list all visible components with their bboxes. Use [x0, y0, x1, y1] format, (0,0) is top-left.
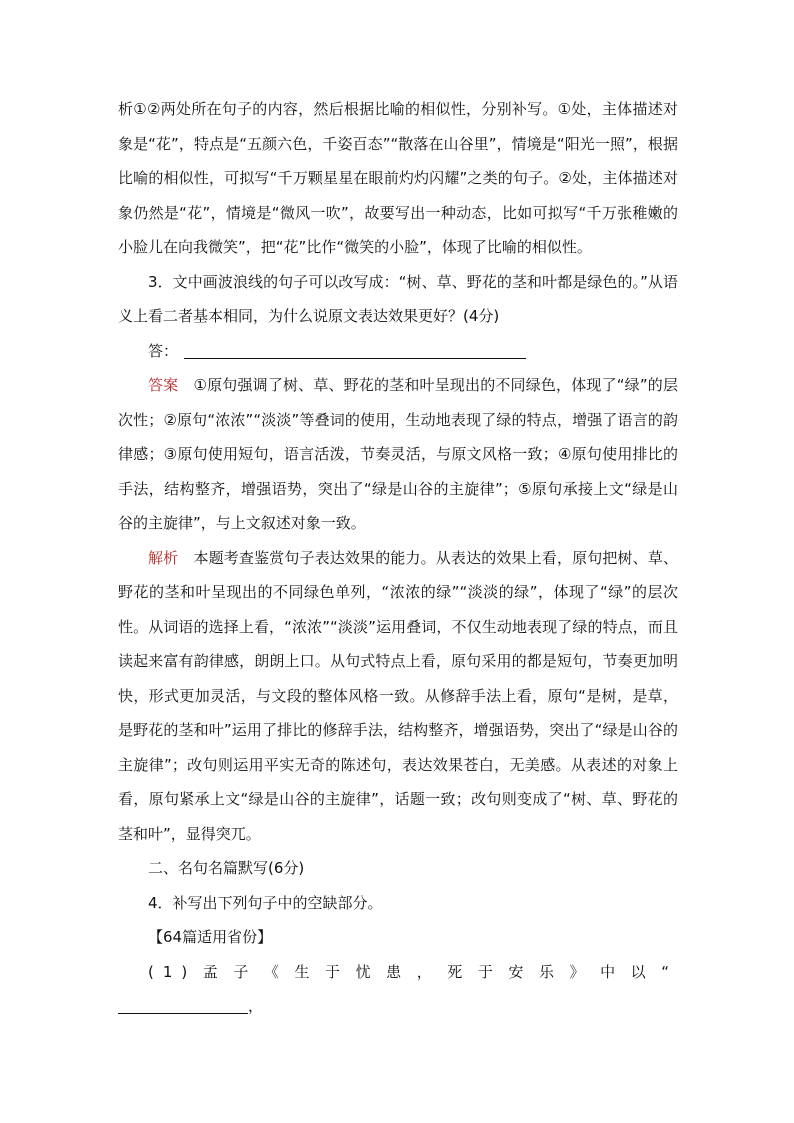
analysis-paragraph-continued: 析①②两处所在句子的内容，然后根据比喻的相似性，分别补写。①处，主体描述对象是“花”，特点是“五颜六色，千姿百态”“散落在山谷里”，情境是“阳光一照”，根据比喻的相似性，可拟写“千万颗星星在眼前灼灼闪耀”之类的句子。②处，主体描述对象仍然是“花”，情境是“微风一吹”，故要写出一种动态，比如可拟写“千万张稚嫩的小脸儿在向我微笑”，把“花”比作“微笑的小脸”，体现了比喻的相似性。 — [118, 100, 678, 256]
question-4-1 — [118, 955, 678, 1024]
analysis-paragraph — [118, 541, 678, 852]
question-3: 3．文中画波浪线的句子可以改写成：“树、草、野花的茎和叶都是绿色的。”从语义上看二者基本相同，为什么说原文表达效果更好？(4分) — [118, 272, 678, 325]
question-4-1-suffix: ， — [248, 997, 264, 1015]
question-4: 4．补写出下列句子中的空缺部分。 — [148, 893, 383, 912]
question-4-1-prefix: (1)孟子《生于忧患，死于安乐》中以“ — [148, 962, 678, 981]
fill-blank-1[interactable] — [118, 991, 248, 1014]
analysis-text: 本题考查鉴赏句子表达效果的能力。从表达的效果上看，原句把树、草、野花的茎和叶呈现出的不同绿色单列，“浓浓的绿”“淡淡的绿”，体现了“绿”的层次性。从词语的选择上看，“浓浓”“淡淡”运用叠词，不仅生动地表现了绿的特点，而且读起来富有韵律感，朗朗上口。从句式特点上看，原句采用的都是短句，节奏更加明快，形式更加灵活，与文段的整体风格一致。从修辞手法上看，原句“是树，是草，是野花的茎和叶”运用了排比的修辞手法，结构整齐，增强语势，突出了“绿是山谷的主旋律”；改句则运用平实无奇的陈述句，表达效果苍白，无美感。从表述的对象上看，原句紧承上文“绿是山谷的主旋律”，话题一致；改句则变成了“树、草、野花的茎和叶”，显得突兀。 — [118, 548, 678, 843]
section-2-heading: 二、名句名篇默写(6分) — [148, 859, 305, 877]
answer-line-row — [118, 334, 678, 369]
province-note: 【64篇适用省份】 — [148, 928, 273, 946]
analysis-label: 解析 — [148, 548, 179, 567]
answer-label: 答案 — [148, 376, 179, 394]
answer-text: ①原句强调了树、草、野花的茎和叶呈现出的不同绿色，体现了“绿”的层次性；②原句“浓浓”“淡淡”等叠词的使用，生动地表现了绿的特点，增强了语言的韵律感；③原句使用短句，语言活泼，节奏灵活，与原文风格一致；④原句使用排比的手法，结构整齐，增强语势，突出了“绿是山谷的主旋律”；⑤原句承接上文“绿是山谷的主旋律”，与上文叙述对象一致。 — [118, 376, 678, 532]
document-body — [118, 92, 678, 1024]
answer-prefix: 答： — [148, 341, 179, 360]
answer-blank[interactable] — [184, 336, 526, 359]
answer-paragraph — [118, 368, 678, 541]
